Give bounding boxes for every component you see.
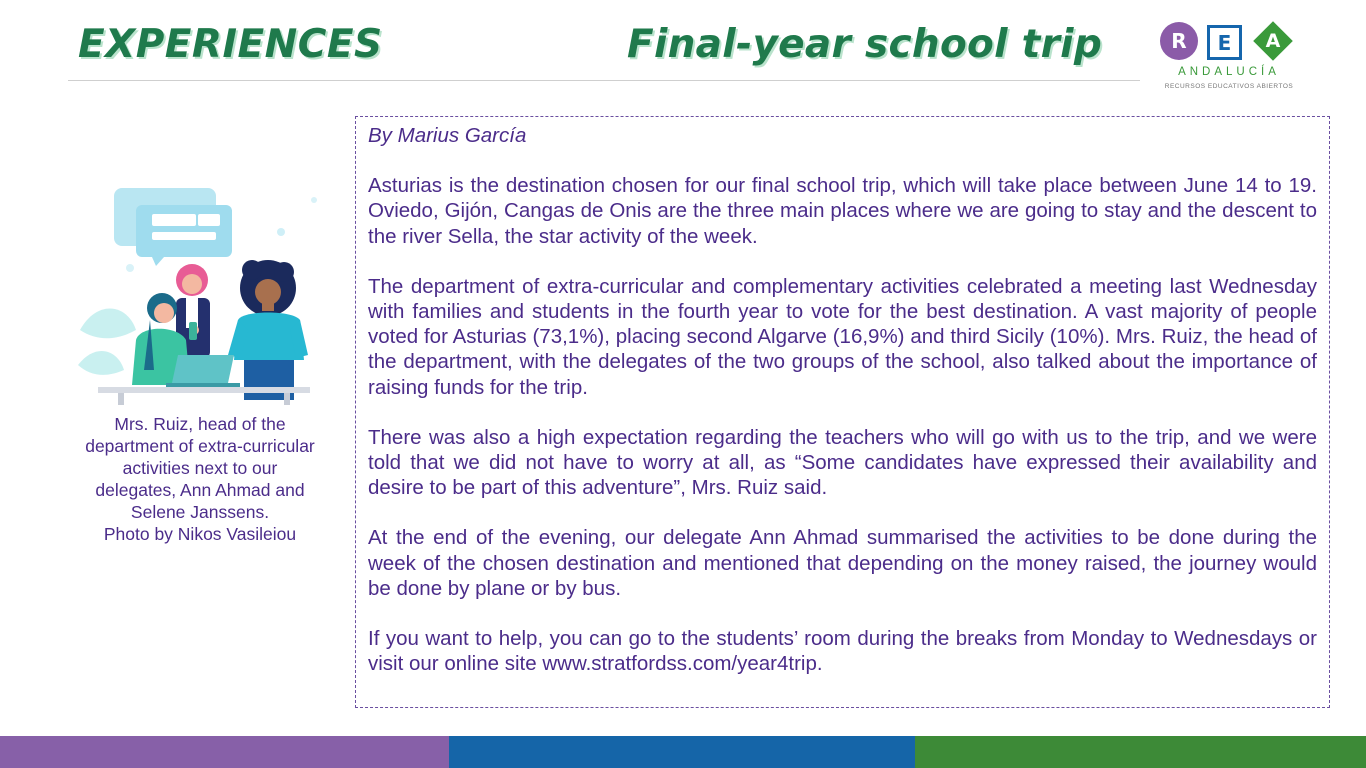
article-box [355,116,1330,708]
footer-bar-purple [0,736,449,768]
caption-line: activities next to our [122,458,278,478]
logo-e-badge: E [1207,25,1242,60]
footer-bar-green [915,736,1366,768]
title-divider [68,80,1140,81]
article-paragraph: There was also a high expectation regarding the teachers who will go with us to the trip, and we were told that we did not have to worry at all, as “Some candidates have expressed their availability and desire to be part of this adventure”, Mrs. Ruiz said. [368,425,1317,500]
people-meeting-illustration [78,180,323,405]
article-paragraph: If you want to help, you can go to the students’ room during the breaks from Monday to Wednesdays or visit our online site www.stratfordss.com/year4trip. [368,627,1317,676]
logo-a-badge [1254,22,1292,60]
caption-line: Photo by Nikos Vasileiou [103,524,297,544]
caption-line: department of extra-curricular [85,436,315,456]
caption-line: delegates, Ann Ahmad and [95,480,305,500]
logo-subtitle: RECURSOS EDUCATIVOS ABIERTOS [1164,83,1294,90]
photo-caption [60,413,340,545]
footer-color-bar [0,736,1366,768]
logo-name: ANDALUCÍA [1178,66,1280,78]
logo-a-letter: A [1265,30,1281,52]
page-title: Final-year school trip [627,22,1103,67]
article-paragraph: Asturias is the destination chosen for our final school trip, which will take place between June 14 to 19. Oviedo, Gijón, Cangas de Onis are the three main places where we are going to stay and the descent to the river Sella, the star activity of the week. [368,174,1317,248]
caption-line: Selene Janssens. [130,502,270,522]
article-paragraph: At the end of the evening, our delegate Ann Ahmad summarised the activities to be done during the week of the chosen destination and mentioned that depending on the money raised, the journey would be done by plane or by bus. [368,526,1317,600]
article-byline: By Marius García [368,124,527,147]
footer-bar-blue [449,736,915,768]
article-paragraph: The department of extra-curricular and complementary activities celebrated a meeting last Wednesday with families and students in the fourth year to vote for the best destination. A vast majority of people voted for Asturias (73,1%), placing second Algarve (16,9%) and third Sicily (10%). Mrs. Ruiz, the head of the department, with the delegates of the two groups of the school, also talked about the importance of raising funds for the trip. [368,274,1317,399]
logo-r-badge: R [1160,22,1198,60]
rea-andalucia-logo [1158,20,1298,92]
caption-line: Mrs. Ruiz, head of the [114,414,286,434]
section-title: EXPERIENCES [78,22,383,67]
